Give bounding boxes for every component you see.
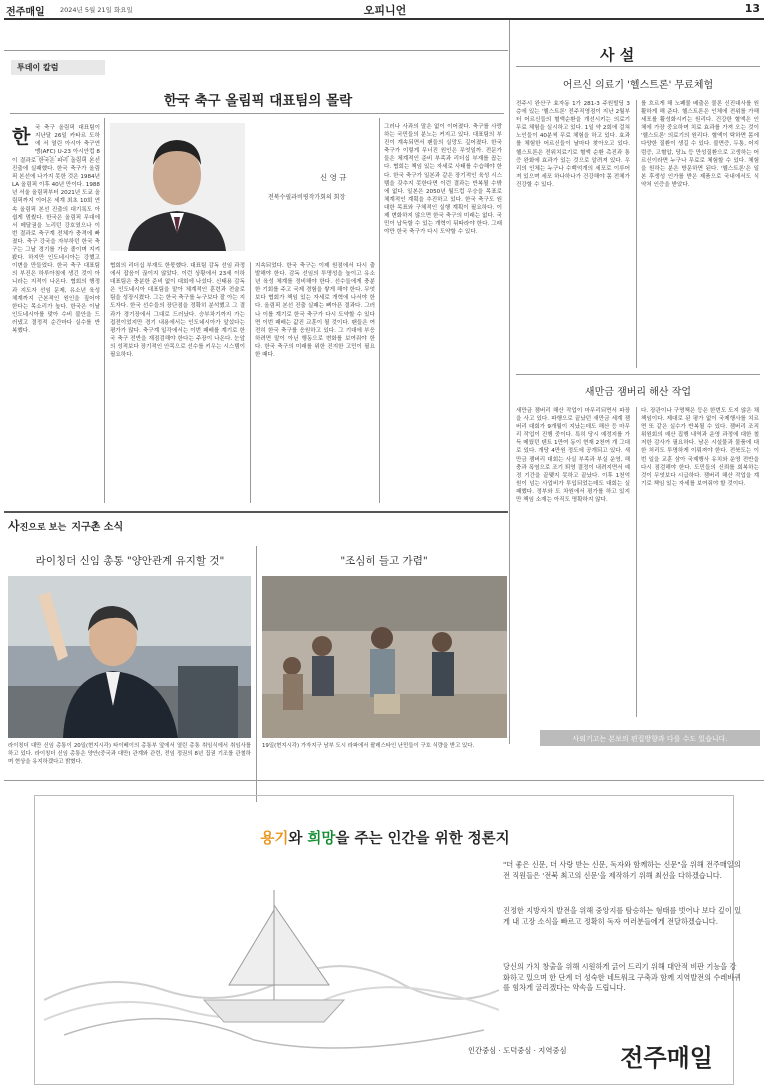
section-divider [509, 20, 510, 744]
column-text-2: 협회의 리더십 부재도 한몫했다. 대표팀 감독 선임 과정에서 잡음이 끊이지 않았다. 이런 상황에서 23세 이하 대표팀은 충분한 준비 없이 대회에 나섰다. 신태용 감독은 인도네시아 대표팀을 맡아 체계적인 훈련과 전술로 팀을 성장시켰다. 그는 한국 축구를 누구보다 잘 아는 지도자다. 한국 선수들의 장단점을 정확히 분석했고 그 결과가 경기장에서 그대로 드러났다. 승부차기까지 가는 접전이었지만 경기 내용에서는 인도네시아가 앞섰다는 평가가 많다. 축구계 일각에서는 이번 패배를 계기로 한국 축구 전반을 재점검해야 한다는 주장이 나온다. 눈앞의 성적보다 장기적인 안목으로 선수를 키우는 시스템이 필요하다. [110, 263, 245, 359]
column-divider [104, 118, 105, 503]
column-tag: 투데이 칼럼 [11, 60, 105, 75]
column-divider [250, 262, 251, 503]
column-divider [636, 100, 637, 368]
photo-left-caption: 라이칭더 신임 총통 "양안관계 유지할 것" [35, 555, 225, 567]
issue-date: 2024년 5월 21일 화요일 [60, 6, 133, 14]
column-lead-text: 국 축구 올림픽 대표팀이 지난달 26일 카타르 도하에 서 열린 아시아 축구연맹(AFC) U-23 아시안컵 8 [35, 125, 100, 156]
column-divider [636, 407, 637, 717]
photo-news-tag-initial: 사 [8, 519, 20, 533]
editorial-rule [516, 66, 760, 67]
editorial-2-text-a: 새만금 잼버리 해산 작업이 마무리되면서 파장을 사고 있다. 파행으로 끝났던 새만금 세계 잼버리 대회가 9개월이 지났는데도 해산 등 마무리 작업이 진행 중이다. 특히 당시 예정지를 가득 메웠던 텐트 1만여 동이 현재 2천여 개 그대로 있다. 개당 4만원 정도에 공개되고 있다. 새만금 잼버리 대회는 사실 부족과 부실 운영, 해충과 폭염으로 조기 퇴영 결정이 내려지면서 예정 기간을 끝맺지 못하고 끝났다. 이후 1천억 원이 넘는 사업비가 투입되었는데도 대회는 실패했다. 정부와 도 차원에서 평가를 하고 있지만 책임 소재는 아직도 명확하지 않다. [516, 408, 630, 504]
photo-news-tag-text: 진으로 보는 [19, 523, 67, 533]
photo-gaza-refugees [262, 576, 507, 738]
section-title: 오피니언 [363, 4, 407, 17]
editorial-2-text-b: 다. 장관이나 구명책은 등은 한번도 도지 않은 채 책임이다. 제대로 된 평가 없이 국제행사를 치르면 또 같은 실수가 반복될 수 있다. 잼버리 조직위원회의 예산 집행 내역과 운영 과정에 대한 철저한 감사가 필요하다. 남은 시설물과 물품에 대한 처리도 투명하게 이뤄져야 한다. 전북도는 이번 일을 교훈 삼아 국제행사 유치와 운영 전반을 다시 점검해야 한다. 도민들의 신뢰를 회복하는 것이 무엇보다 시급하다. 잼버리 해산 작업을 계기로 책임 있는 자세를 보여줘야 할 것이다. [641, 408, 759, 487]
ad-headline-courage: 용기 [260, 830, 289, 847]
ad-headline-rest: 을 주는 인간을 위한 정론지 [335, 830, 510, 847]
photo-news-rule [4, 511, 508, 513]
editorial-1-title: 어르신 의료기 '헬스트론' 무료체험 [562, 80, 714, 91]
photo-divider [256, 546, 257, 802]
ad-logo: 전주매일 [620, 1043, 713, 1072]
editorial-label: 사 설 [600, 46, 635, 64]
column-text-4: 그러나 사과의 말은 없이 이어졌다. 축구를 사랑하는 국민들의 분노는 커지고 있다. 대표팀의 부진이 계속되면서 팬들의 실망도 깊어졌다. 한국 축구가 이렇게 무너진 원인은 무엇일까. 전문가들은 체계적인 준비 부족과 리더십 부재를 꼽는다. 협회는 책임 있는 자세로 사태를 수습해야 한다. 한국 축구가 일본과 같은 장기적인 육성 시스템을 갖추지 못한다면 이런 결과는 반복될 수밖에 없다. 일본은 2050년 월드컵 우승을 목표로 체계적인 계획을 추진하고 있다. 한국 축구도 원대한 목표와 구체적인 실행 계획이 필요하다. 이제 변화하지 않으면 한국 축구의 미래는 없다. 국민이 납득할 수 있는 개혁이 뒤따라야 한다. 그래야만 한국 축구가 다시 도약할 수 있다. [384, 124, 502, 236]
photo-left-body: 라이칭더 대만 신임 총통이 20일(현지시각) 타이베이의 총통부 앞에서 열린 총통 취임식에서 취임사를 하고 있다. 라이칭더 신임 총통은 양안(중국과 대만) 관계와 관련, 전임 정권의 8년 집권 기조를 관철하며 현상을 유지하겠다고 밝혔다. [8, 743, 251, 766]
column-title-rule [10, 113, 504, 114]
column-top-rule [4, 50, 508, 51]
author-photo [110, 123, 245, 251]
ad-paragraph-2: 진정한 지방자치 발전을 위해 중앙지를 탐승하는 형태를 벗어나 보다 깊이 있게 내 고장 소식을 빠르고 정확히 독자 여러분들에게 전달하겠습니다. [503, 906, 742, 926]
photo-taiwan-president [8, 576, 251, 738]
photo-right-caption: "조심히 들고 가렴" [340, 555, 428, 567]
ad-paragraph-3: 당신의 가치 창출을 위해 시원하게 긁어 드리기 위해 대안적 비판 기능을 강화하고 있으며 한 단계 더 성숙한 네트워크 구축과 함께 지역발전의 수레바퀴를 힘차게 굴리겠다는 약속을 드립니다. [503, 962, 742, 992]
column-dropcap: 한 [12, 126, 31, 148]
editorial-1-text-b: 를 흐르게 해 노폐물 배출은 물론 신진대사를 원활하게 해 준다. 헬스트론은 인체에 전위를 가해 세포를 활성화시키는 원리다. 건강한 혈액은 인체에 가장 중요하며 치료 효과를 가져 오는 것이 '헬스트론' 의료기의 원리다. 혈액이 탁하면 몸에 다양한 질환이 생길 수 있다. 불면증, 두통, 어지럼증, 고혈압, 당뇨 등 만성질환으로 고생하는 어르신이라면 누구나 무료로 체험할 수 있다. 체험을 원하는 분은 방문하면 된다. '헬스트론'은 일본 후생성 인가를 받은 제품으로 국내에서도 식약처 인증을 받았다. [641, 101, 759, 188]
ad-illustration [44, 850, 499, 1060]
photo-news-tag-tail: 지구촌 소식 [71, 522, 124, 533]
editorial-mid-rule [516, 374, 760, 375]
page-number: 13 [744, 2, 760, 15]
ad-headline-and: 와 [288, 830, 308, 847]
editorial-1-text-a: 전주시 완산구 효자동 1가 281-3 주원빌딩 3층에 있는 '헬스트론' 전주직영점이 지난 2월부터 어르신들의 혈액순환을 개선시키는 의료기 무료 체험을 실시하고 있다. 1일 약 2회에 걸쳐 노인들이 40분씩 무료 체험을 하고 있다. 효과를 체험한 어르신들이 날마다 찾아오고 있다. 헬스트론은 전위치료기로 혈액 순환 촉진과 통증 완화에 효과가 있는 것으로 알려져 있다. 우리의 인체는 누구나 수백억개의 세포로 이루어져 있으며 세포 하나하나가 건강해야 몸 전체가 건강할 수 있다. [516, 101, 630, 188]
masthead-rule [4, 18, 764, 20]
editorial-2-title: 새만금 잼버리 해산 작업 [584, 387, 692, 398]
author-title: 전북수필과비평작가회의 회장 [268, 194, 346, 201]
ad-paragraph-1: "더 좋은 신문, 더 사랑 받는 신문, 독자와 함께하는 신문"을 위해 전주매일의 전 직원들은 '전북 최고의 신문'을 제작하기 위해 최선을 다하겠습니다. [503, 860, 741, 880]
ad-headline [120, 827, 650, 848]
column-text-1: 이 결과로 한국은 파리 올림픽 본선 진출에 실패했다. 한국 축구가 올림픽 본선에 나가지 못한 것은 1984년 LA 올림픽 이후 40년 만이다. 1988년 서울 올림픽부터 2021년 도쿄 올림픽까지 이어온 세계 최초 10회 연속 올림픽 본선 진출의 대기록도 아쉽게 멈췄다. 한국은 올림픽 무대에서 메달권을 노리던 강호였으나 이번 결과로 축구계 전체가 충격에 빠졌다. 축구 강국을 자부하던 한국 축구는 그날 경기를 가슴 졸이며 지켜봤다. 하지만 인도네시아는 강했고 이변을 만들었다. 한국 축구 대표팀의 부진은 하루아침에 생긴 것이 아니라는 지적이 나온다. 협회의 행정과 지도자 선임 문제, 유소년 육성 체계까지 근본적인 원인을 짚어야 한다는 목소리가 높다. 한국은 이날 인도네시아를 맞아 수비 불안을 드러냈고 결정적 순간마다 실수를 반복했다. [12, 158, 100, 334]
author-name: 신 영 규 [320, 173, 347, 182]
column-text-3: 지속되었다. 한국 축구는 이제 원점에서 다시 출발해야 한다. 감독 선임의 투명성을 높이고 유소년 육성 체계를 정비해야 한다. 선수들에게 충분한 기회를 주고 국제 경험을 쌓게 해야 한다. 무엇보다 협회가 책임 있는 자세로 개혁에 나서야 한다. 올림픽 본선 진출 실패는 뼈아픈 결과다. 그러나 이를 계기로 한국 축구가 다시 도약할 수 있다면 이번 패배는 값진 교훈이 될 것이다. 팬들은 여전히 한국 축구를 응원하고 있다. 그 기대에 부응하려면 말이 아닌 행동으로 변화를 보여줘야 한다. 한국 축구의 미래를 위한 진지한 고민이 필요한 때다. [255, 263, 375, 359]
ad-headline-hope: 희망 [307, 830, 336, 847]
column-title: 한국 축구 올림픽 대표팀의 몰락 [163, 93, 353, 109]
paper-name: 전주매일 [6, 7, 45, 18]
disclaimer-banner: 사외기고는 본보의 편집방향과 다를 수도 있습니다. [540, 730, 760, 746]
photo-news-tag [8, 517, 123, 534]
photo-right-body: 19일(현지시각) 가자지구 남부 도시 라파에서 팔레스타인 난민들이 구호 식량을 받고 있다. [262, 743, 475, 749]
ad-logo-tagline: 인간중심 · 도덕중심 · 지역중심 [468, 1046, 567, 1055]
ad-top-rule [4, 780, 764, 781]
column-divider [379, 118, 380, 503]
